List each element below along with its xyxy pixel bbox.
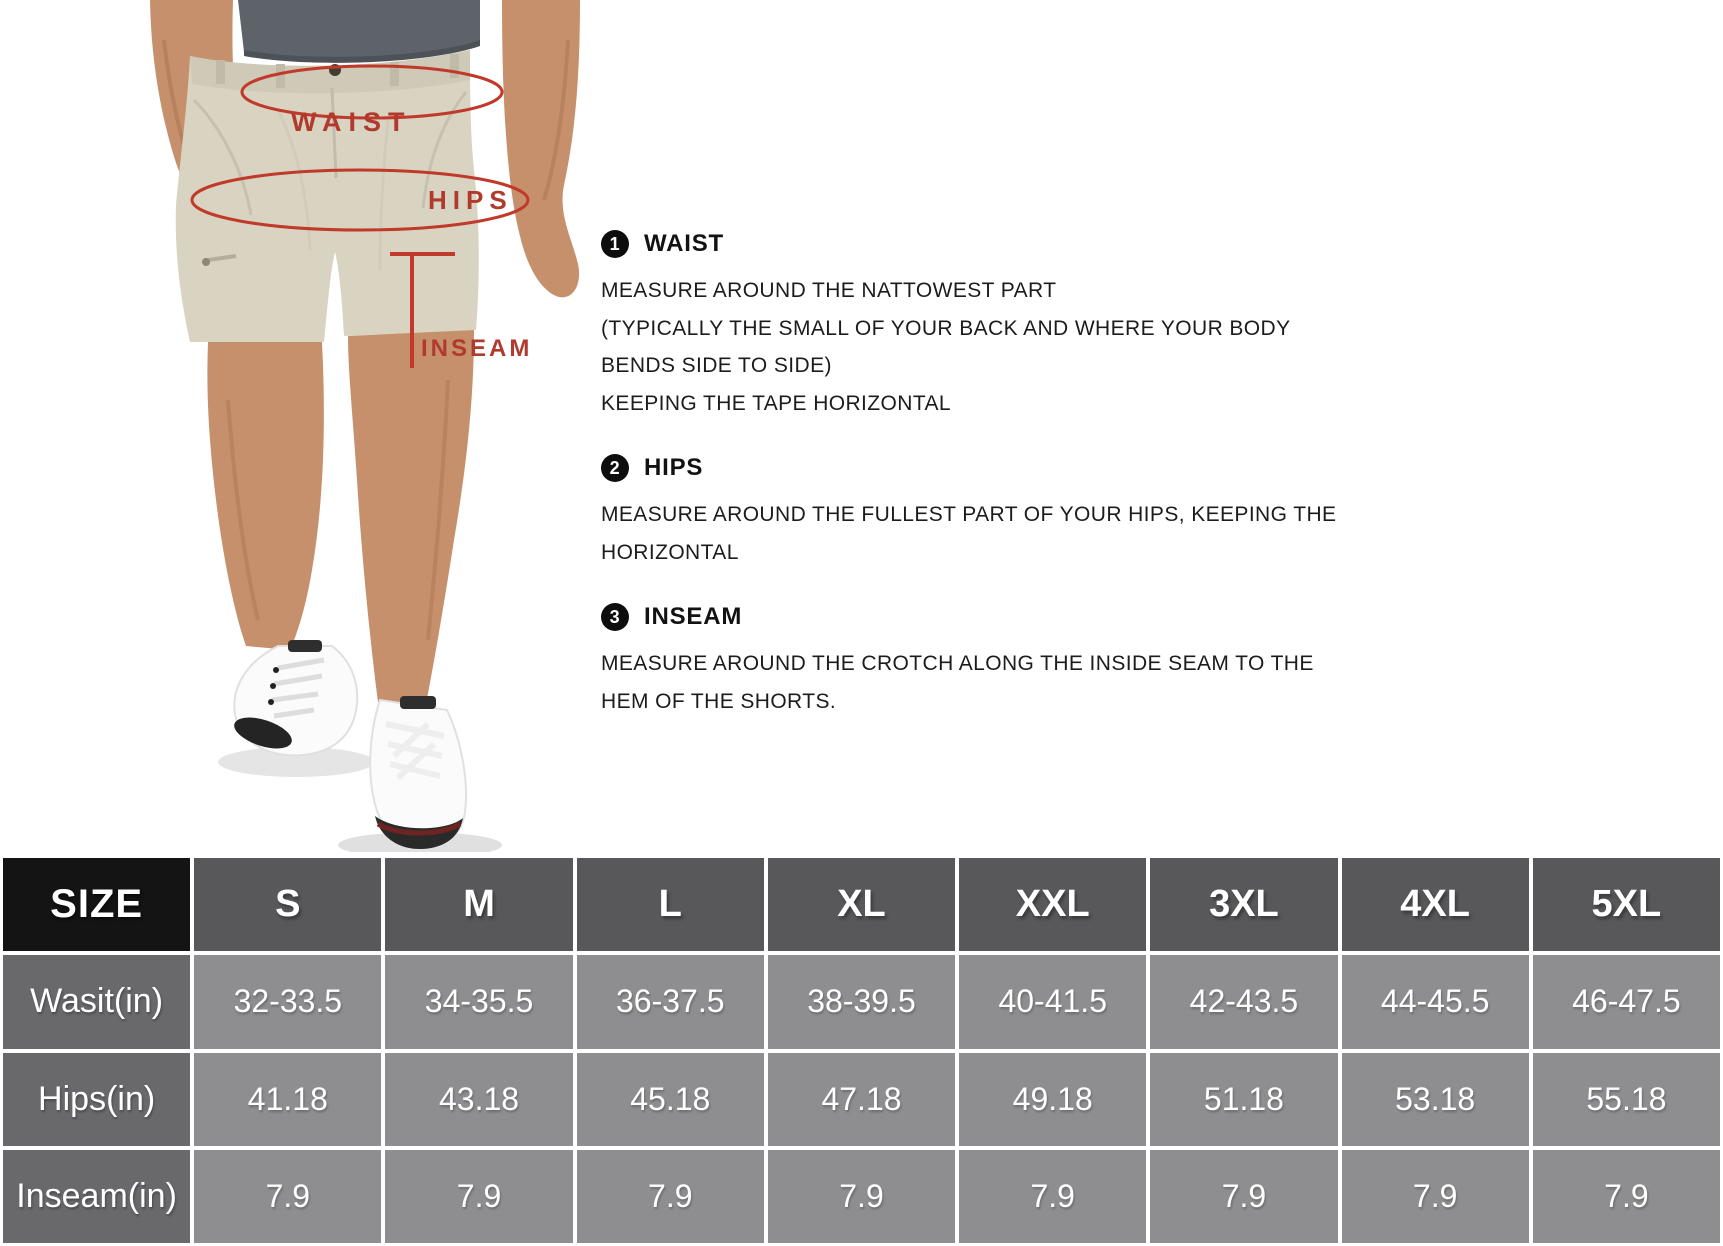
shoe-tongue <box>288 640 322 652</box>
table-cell: 55.18 <box>1533 1053 1720 1146</box>
hips-annotation-label: HIPS <box>428 185 513 215</box>
instruction-line: KEEPING THE TAPE HORIZONTAL <box>601 391 951 415</box>
measuring-instructions <box>601 230 1401 752</box>
table-cell: 36-37.5 <box>577 955 764 1048</box>
table-cell: 34-35.5 <box>385 955 572 1048</box>
instruction-line: HORIZONTAL <box>601 540 739 564</box>
size-column-header: XL <box>768 858 955 951</box>
size-column-header: 5XL <box>1533 858 1720 951</box>
belt-loop <box>276 64 285 88</box>
instruction-hips <box>601 454 1401 571</box>
waist-annotation-label: WAIST <box>291 107 412 137</box>
instruction-line: MEASURE AROUND THE FULLEST PART OF YOUR HIPS, KEEPING THE <box>601 503 1337 526</box>
left-leg <box>207 342 323 650</box>
zip-pull <box>202 258 210 266</box>
row-label-inseam: Inseam(in) <box>3 1150 190 1243</box>
table-cell: 51.18 <box>1150 1053 1337 1146</box>
inseam-annotation-label: INSEAM <box>421 335 533 362</box>
row-label-waist: Wasit(in) <box>3 955 190 1048</box>
belt-loop <box>216 60 225 84</box>
instruction-line: (TYPICALLY THE SMALL OF YOUR BACK AND WHERE YOUR BODY <box>601 316 1291 340</box>
table-cell: 7.9 <box>1342 1150 1529 1243</box>
instruction-inseam-title: INSEAM <box>644 603 743 630</box>
table-cell: 7.9 <box>194 1150 381 1243</box>
instruction-line: BENDS SIDE TO SIDE) <box>601 354 832 377</box>
table-cell: 7.9 <box>1150 1150 1337 1243</box>
table-cell: 53.18 <box>1342 1053 1529 1146</box>
size-chart-table <box>0 855 1723 1246</box>
instruction-inseam-heading <box>601 603 1401 631</box>
size-column-header: XXL <box>959 858 1146 951</box>
lace-eyelet <box>270 683 276 689</box>
instruction-waist-heading <box>601 230 1401 258</box>
table-cell: 49.18 <box>959 1053 1146 1146</box>
instruction-hips-title: HIPS <box>644 454 704 481</box>
instruction-hips-heading <box>601 454 1401 482</box>
model-figure <box>128 0 588 852</box>
number-2-badge: 2 <box>601 454 629 482</box>
model-illustration <box>128 0 588 852</box>
table-cell: 42-43.5 <box>1150 955 1337 1048</box>
number-1-badge: 1 <box>601 230 629 258</box>
size-header-cell: SIZE <box>3 858 190 951</box>
table-cell: 46-47.5 <box>1533 955 1720 1048</box>
table-cell: 40-41.5 <box>959 955 1146 1048</box>
size-column-header: 3XL <box>1150 858 1337 951</box>
size-column-header: M <box>385 858 572 951</box>
instruction-inseam <box>601 603 1401 720</box>
table-cell: 45.18 <box>577 1053 764 1146</box>
table-cell: 7.9 <box>385 1150 572 1243</box>
instruction-line: MEASURE AROUND THE CROTCH ALONG THE INSIDE SEAM TO THE <box>601 652 1314 675</box>
lace-eyelet <box>273 667 279 673</box>
instruction-line: HEM OF THE SHORTS. <box>601 689 837 713</box>
belt-loop <box>450 54 459 78</box>
table-cell: 47.18 <box>768 1053 955 1146</box>
table-cell: 7.9 <box>577 1150 764 1243</box>
table-cell: 38-39.5 <box>768 955 955 1048</box>
table-cell: 7.9 <box>768 1150 955 1243</box>
lace-eyelet <box>268 699 274 705</box>
table-cell: 7.9 <box>959 1150 1146 1243</box>
instruction-line: MEASURE AROUND THE NATTOWEST PART <box>601 279 1057 302</box>
table-cell: 41.18 <box>194 1053 381 1146</box>
size-column-header: S <box>194 858 381 951</box>
instruction-waist-title: WAIST <box>644 230 724 257</box>
row-label-hips: Hips(in) <box>3 1053 190 1146</box>
shoe-tongue <box>400 696 436 709</box>
table-cell: 32-33.5 <box>194 955 381 1048</box>
number-3-badge: 3 <box>601 603 629 631</box>
table-cell: 44-45.5 <box>1342 955 1529 1048</box>
size-column-header: 4XL <box>1342 858 1529 951</box>
table-cell: 43.18 <box>385 1053 572 1146</box>
size-column-header: L <box>577 858 764 951</box>
right-leg <box>348 330 474 704</box>
instruction-waist <box>601 230 1401 422</box>
table-cell: 7.9 <box>1533 1150 1720 1243</box>
